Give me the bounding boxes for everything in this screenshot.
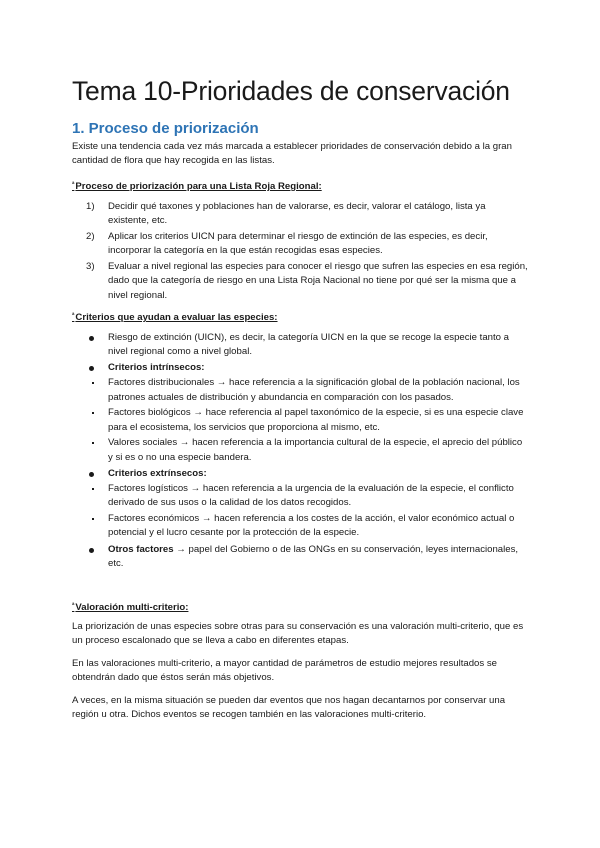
item-number: 1) <box>86 201 95 212</box>
valoracion-subheading <box>72 599 528 615</box>
bullet-icon <box>89 366 94 371</box>
item-number: 2) <box>86 230 95 242</box>
sublist-item <box>72 376 528 405</box>
sublist-item-text: Valores sociales → hacen referencia a la importancia cultural de la especie, el aprecio del público y si es o no una especie bandera. <box>108 437 523 463</box>
sublist-item-text: Factores biológicos → hace referencia al papel taxonómico de la especie, si es una especie clave para el ecosistema, los servicios que proporciona al mismo, etc. <box>108 407 524 433</box>
bullet-icon <box>89 548 94 553</box>
square-bullet-icon <box>92 382 94 384</box>
sublist-item-text: Factores logísticos → hacen referencia a la urgencia de la evaluación de la especie, el conflicto derivado de sus usos o la calidad de los datos recogidos. <box>108 483 514 509</box>
intrinsecos-label: Criterios intrínsecos: <box>108 361 205 373</box>
otros-text: → papel del Gobierno o de las ONGs en su conservación, leyes internacionales, etc. <box>108 543 519 570</box>
otros-label: Otros factores <box>108 543 174 555</box>
riesgo-text: Riesgo de extinción (UICN), es decir, la categoría UICN en la que se recoge la especie tanto a nivel regional como a nivel global. <box>108 332 510 358</box>
valoracion-paragraph-2: En las valoraciones multi-criterio, a mayor cantidad de parámetros de estudio mejores resultados se obtendrán dado que éstos serán más objetivos. <box>72 658 497 684</box>
subheading-marker: ª <box>72 602 75 609</box>
intrinsecos-sublist <box>72 376 528 465</box>
list-item <box>72 260 528 303</box>
intro-paragraph: Existe una tendencia cada vez más marcada a establecer prioridades de conservación debido a la gran cantidad de flora que hay recogida en las listas. <box>72 141 512 167</box>
square-bullet-icon <box>92 412 94 414</box>
subheading-marker: ª <box>72 312 75 319</box>
list-item <box>72 230 528 259</box>
square-bullet-icon <box>92 442 94 444</box>
sublist-item <box>72 512 528 541</box>
list-item <box>72 467 528 541</box>
item-text: Evaluar a nivel regional las especies para conocer el riesgo que sufren las especies en esa región, dado que la categoría de riesgo en una Lista Roja Nacional no tiene por qué ser la misma que a nivel regional. <box>108 260 528 301</box>
sublist-item <box>72 482 528 511</box>
section-heading: 1. Proceso de priorización <box>72 120 259 137</box>
square-bullet-icon <box>92 518 94 520</box>
sublist-item <box>72 406 528 435</box>
list-item <box>72 331 528 360</box>
valoracion-paragraph-3: A veces, en la misma situación se pueden dar eventos que nos hagan decantarnos por conservar una región u otra. Dichos eventos se recogen también en las valoraciones multi-criterio. <box>72 695 506 721</box>
item-text: Aplicar los criterios UICN para determinar el riesgo de extinción de las especies, es decir, incorporar la categoría en la que están recogidas esas especies. <box>108 230 488 257</box>
item-text: Decidir qué taxones y poblaciones han de valorarse, es decir, valorar el catálogo, lista ya existente, etc. <box>108 201 486 227</box>
valoracion-subheading-text: Valoración multi-criterio: <box>75 602 189 613</box>
bullet-icon <box>89 336 94 341</box>
criterios-subheading <box>72 309 528 325</box>
list-item <box>72 200 528 229</box>
list-item <box>72 543 528 572</box>
square-bullet-icon <box>92 488 94 490</box>
sublist-item <box>72 436 528 465</box>
list-item <box>72 361 528 465</box>
proceso-list <box>72 200 528 304</box>
sublist-item-text: Factores económicos → hacen referencia a los costes de la acción, el valor económico actual o potencial y el lucro cesante por la protección de la especie. <box>108 513 515 539</box>
item-number: 3) <box>86 260 95 272</box>
sublist-item-text: Factores distribucionales → hace referencia a la significación global de la población nacional, los patrones actuales de distribución y abundancia en comparación con los pasados. <box>108 377 520 403</box>
extrinsecos-sublist <box>72 482 528 541</box>
extrinsecos-label: Criterios extrínsecos: <box>108 467 207 479</box>
subheading-marker: ª <box>72 181 75 188</box>
bullet-icon <box>89 472 94 477</box>
page-title: Tema 10-Prioridades de conservación <box>72 76 510 106</box>
valoracion-paragraph-1: La priorización de unas especies sobre otras para su conservación es una valoración multi-criterio, que es un proceso escalonado que se lleva a cabo en diferentes etapas. <box>72 621 524 647</box>
criterios-list <box>72 331 528 573</box>
proceso-subheading-text: Proceso de priorización para una Lista Roja Regional: <box>75 181 322 192</box>
proceso-subheading <box>72 178 528 194</box>
criterios-subheading-text: Criterios que ayudan a evaluar las especies: <box>75 312 278 323</box>
